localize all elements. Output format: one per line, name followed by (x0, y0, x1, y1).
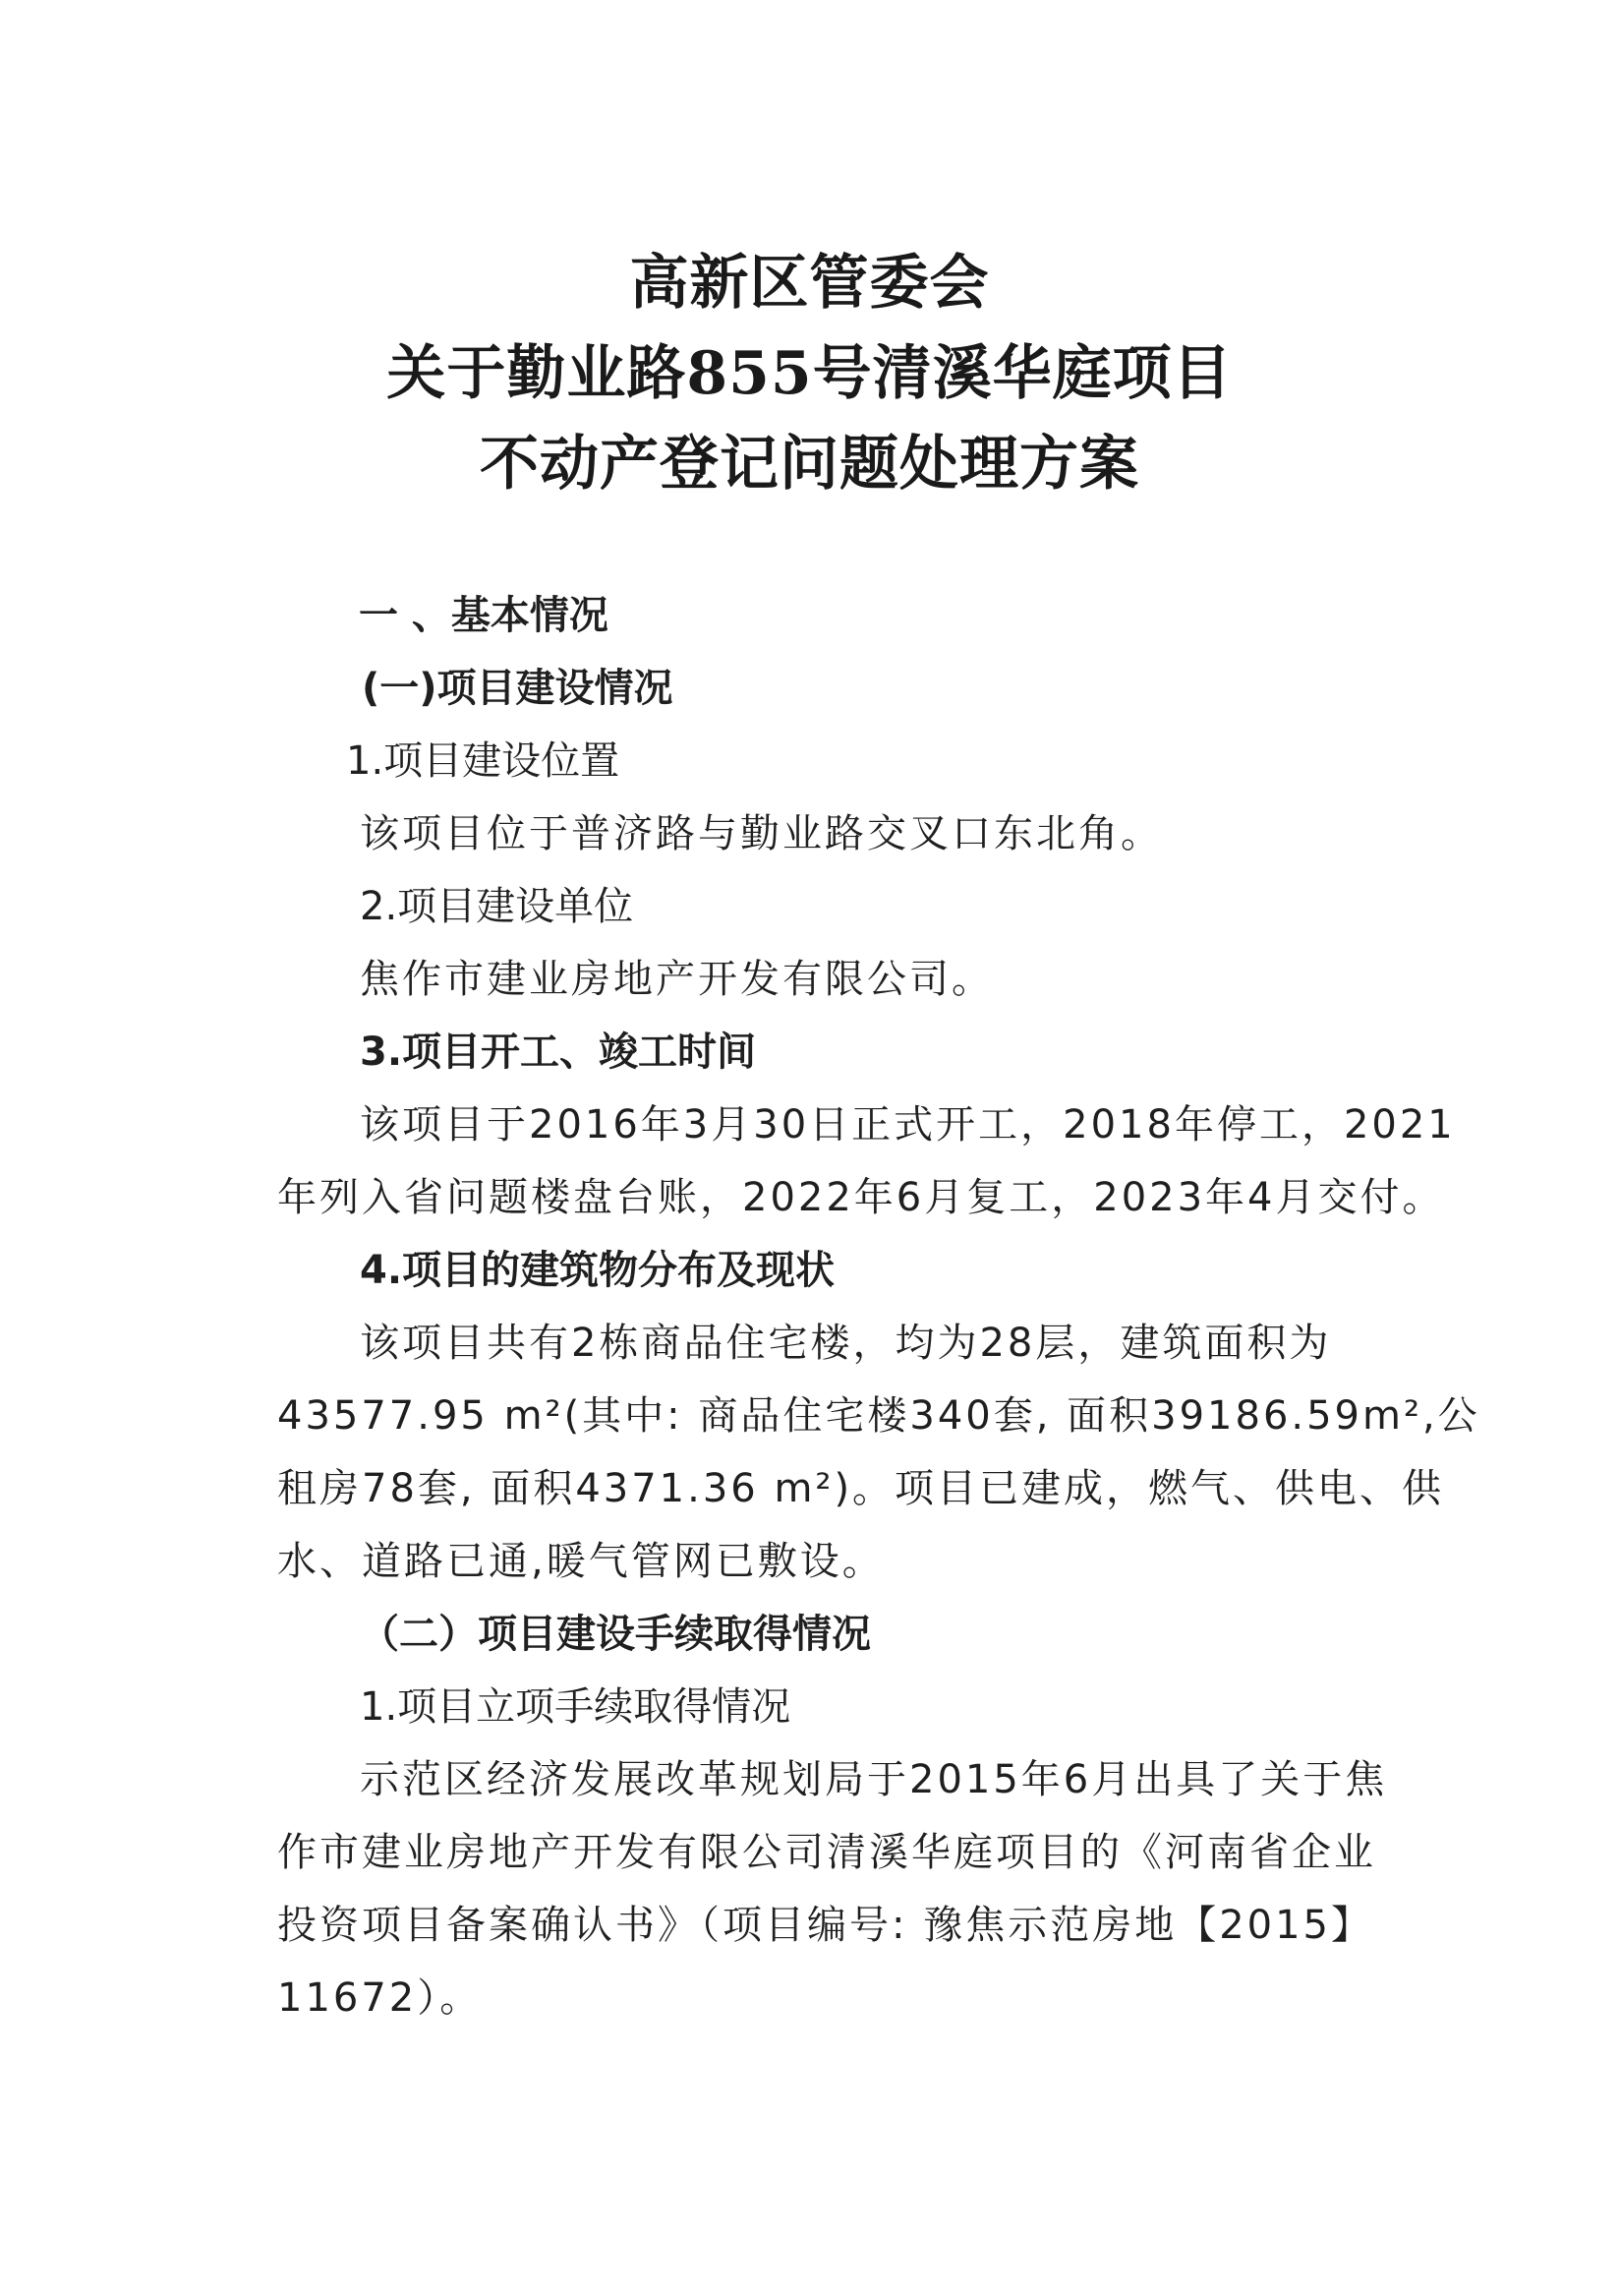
item-text-approval-line-3: 投资项目备案确认书》（项目编号: 豫焦示范房地【2015】 (277, 1903, 1373, 1948)
item-text-buildings-line-2: 43577.95 m²(其中: 商品住宅楼340套, 面积39186.59m²,公 (277, 1393, 1480, 1439)
item-text-buildings-line-4: 水、道路已通,暖气管网已敷设。 (277, 1539, 885, 1584)
item-heading-developer: 2.项目建设单位 (360, 884, 634, 929)
subsection-heading-construction: (一)项目建设情况 (362, 666, 673, 711)
item-heading-schedule: 3.项目开工、竣工时间 (360, 1030, 757, 1075)
subsection-heading-procedures: （二）项目建设手续取得情况 (360, 1612, 871, 1657)
item-text-schedule-line-1: 该项目于2016年3月30日正式开工，2018年停工，2021 (360, 1102, 1456, 1148)
item-heading-project-approval: 1.项目立项手续取得情况 (360, 1684, 791, 1730)
document-title-line-1: 高新区管委会 (629, 249, 990, 318)
item-heading-location: 1.项目建设位置 (346, 738, 620, 784)
item-text-buildings-line-1: 该项目共有2栋商品住宅楼，均为28层，建筑面积为 (360, 1321, 1332, 1366)
item-text-buildings-line-3: 租房78套, 面积4371.36 m²)。项目已建成，燃气、供电、供 (277, 1466, 1445, 1511)
item-text-developer: 焦作市建业房地产开发有限公司。 (360, 957, 994, 1002)
item-text-approval-line-2: 作市建业房地产开发有限公司清溪华庭项目的《河南省企业 (277, 1830, 1376, 1875)
document-title-line-3: 不动产登记问题处理方案 (480, 430, 1139, 499)
item-text-location: 该项目位于普济路与勤业路交叉口东北角。 (360, 811, 1163, 856)
section-heading-basic-situation: 一 、基本情况 (359, 593, 608, 638)
item-text-approval-line-1: 示范区经济发展改革规划局于2015年6月出具了关于焦 (360, 1757, 1388, 1802)
item-text-schedule-line-2: 年列入省问题楼盘台账，2022年6月复工，2023年4月交付。 (277, 1175, 1445, 1220)
item-heading-buildings: 4.项目的建筑物分布及现状 (360, 1248, 836, 1293)
item-text-approval-line-4: 11672）。 (277, 1975, 483, 2021)
document-title-line-2: 关于勤业路855号清溪华庭项目 (386, 339, 1233, 408)
